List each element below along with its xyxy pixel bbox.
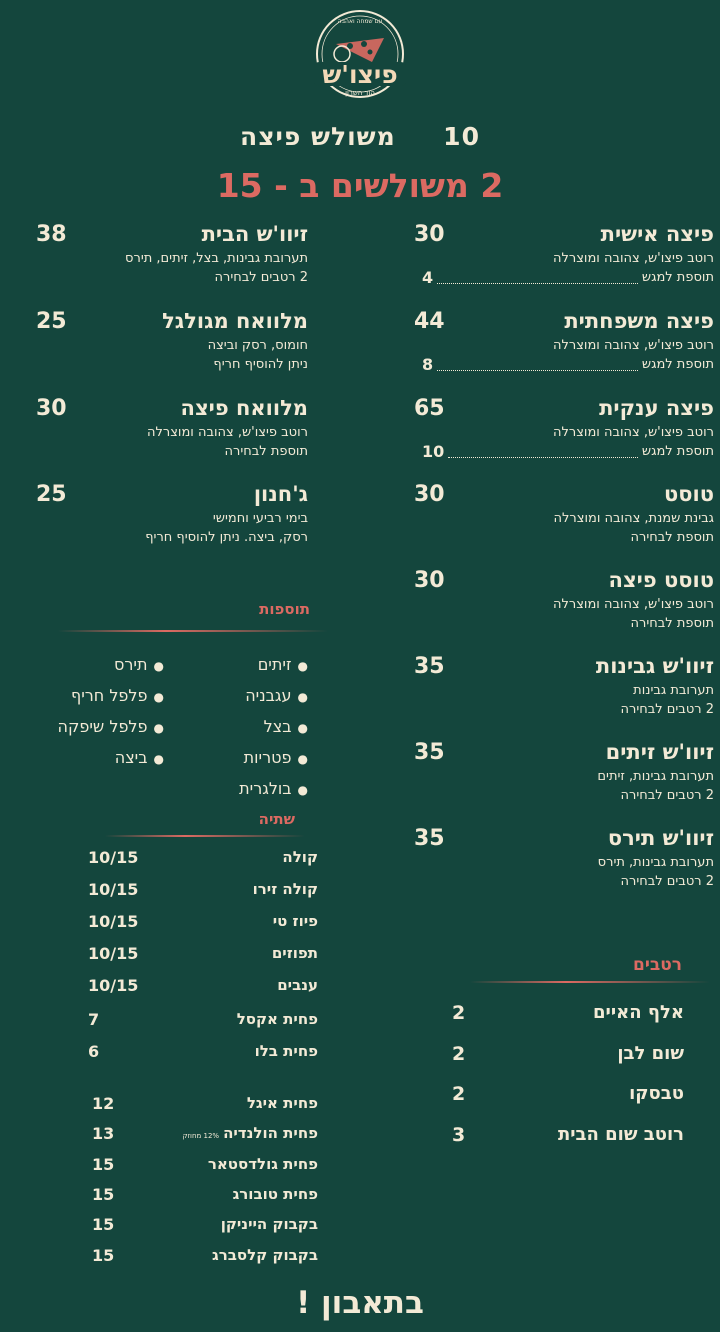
menu-item-price: 38	[36, 222, 67, 247]
topping-label: פלפל שיפקה	[57, 717, 148, 736]
menu-item-name: מלוואח מגולגל	[162, 309, 308, 333]
bullet-icon: ●	[297, 721, 308, 735]
menu-item-addon-label: תוספת למגש	[641, 270, 714, 285]
drink-item	[237, 1010, 318, 1028]
menu-item-description: רוטב פיצו'ש, צהובה ומוצרלה	[552, 597, 714, 612]
drink-price: 10/15	[88, 848, 139, 867]
menu-item-description-2: תוספת לבחירה	[630, 616, 714, 631]
menu-item-addon	[422, 355, 714, 374]
drink-name: קולה	[282, 848, 318, 866]
drink-item	[277, 976, 318, 994]
footer-bon-appetit: בתאבון !	[296, 1285, 424, 1321]
brand-logo	[302, 8, 418, 100]
topping-label: בצל	[263, 717, 292, 736]
topping-label: ביצה	[114, 748, 148, 767]
drink-name: פחית גולדסטאר	[207, 1155, 318, 1173]
sauce-name: טבסקו	[629, 1083, 684, 1104]
drink-name: פחית הולנדיה	[223, 1124, 318, 1142]
menu-item-description-2: 2 רטבים לבחירה	[620, 702, 714, 717]
menu-item-price: 30	[414, 222, 445, 247]
toppings-column-2	[58, 650, 164, 774]
menu-item-addon	[422, 268, 714, 287]
drink-name: תפוזים	[271, 944, 318, 962]
bullet-icon: ●	[153, 659, 164, 673]
bullet-icon: ●	[153, 752, 164, 766]
menu-item-price: 25	[36, 482, 67, 507]
topping-item	[239, 774, 308, 805]
drink-price: 10/15	[88, 976, 139, 995]
menu-item-name: ג'חנון	[253, 482, 308, 506]
drink-item	[282, 848, 318, 866]
drink-price: 15	[92, 1185, 115, 1204]
bullet-icon: ●	[297, 659, 308, 673]
bullet-icon: ●	[297, 690, 308, 704]
slice-offer	[0, 122, 720, 151]
drink-price: 15	[92, 1155, 115, 1174]
menu-item-description-2: ניתן להוסיף חריף	[213, 357, 308, 372]
sauce-price: 2	[452, 1083, 466, 1105]
topping-label: עגבניה	[245, 686, 292, 705]
bullet-icon: ●	[297, 752, 308, 766]
topping-label: זיתים	[257, 655, 292, 674]
drink-price: 12	[92, 1094, 115, 1113]
menu-item-description: תערובת גבינות, זיתים	[597, 769, 714, 784]
drink-price: 15	[92, 1215, 115, 1234]
menu-item-description: רוטב פיצו'ש, צהובה ומוצרלה	[552, 338, 714, 353]
topping-label: תירס	[114, 655, 148, 674]
drink-name: פחית טובורג	[232, 1185, 318, 1203]
drinks-title: שתיה	[258, 810, 295, 828]
menu-item-name: זיוו'ש גבינות	[595, 654, 714, 678]
sauce-name: שום לבן	[617, 1043, 684, 1064]
menu-item-description-2: 2 רטבים לבחירה	[620, 788, 714, 803]
topping-item	[58, 650, 164, 681]
drink-item	[183, 1124, 318, 1142]
menu-item-description-2: תוספת לבחירה	[630, 530, 714, 545]
logo-bottom-text: הוד השרון	[345, 89, 375, 97]
drink-name: בקבוק הייניקן	[220, 1215, 318, 1233]
menu-item-name: טוסט	[663, 482, 714, 506]
drink-item	[208, 1155, 318, 1173]
menu-item-name: זיוו'ש זיתים	[605, 740, 714, 764]
menu-item-description: תערובת גבינות	[633, 683, 714, 698]
bullet-icon: ●	[153, 721, 164, 735]
topping-item	[58, 712, 164, 743]
drink-price: 13	[92, 1124, 115, 1143]
topping-item	[239, 681, 308, 712]
drink-item	[212, 1246, 318, 1264]
menu-item-price: 44	[414, 309, 445, 334]
drinks-divider	[105, 835, 305, 837]
menu-item-addon-label: תוספת למגש	[641, 444, 714, 459]
menu-item-description: בימי רביעי וחמישי	[212, 511, 308, 526]
sauces-title: רטבים	[633, 955, 682, 975]
drink-item	[255, 1042, 318, 1060]
menu-item-description: חומוס, רסק וביצה	[207, 338, 308, 353]
menu-item-price: 35	[414, 826, 445, 851]
drink-name: בקבוק קלסברג	[212, 1246, 318, 1264]
drink-price: 10/15	[88, 880, 139, 899]
sauce-price: 3	[452, 1124, 466, 1146]
menu-item-price: 35	[414, 654, 445, 679]
sauce-price: 2	[452, 1002, 466, 1024]
menu-item-name: פיצה משפחתית	[564, 309, 714, 333]
menu-item-name: טוסט פיצה	[608, 568, 714, 592]
drink-item	[221, 1215, 318, 1233]
menu-item-description-2: תוספת לבחירה	[224, 444, 308, 459]
menu-item-addon-label: תוספת למגש	[641, 357, 714, 372]
deal-offer: 2 משולשים ב - 15	[216, 166, 504, 205]
menu-item-price: 65	[414, 396, 445, 421]
menu-item-description-2: 2 רטבים לבחירה	[620, 874, 714, 889]
menu-item-price: 30	[414, 568, 445, 593]
menu-item-description: רוטב פיצו'ש, צהובה ומוצרלה	[552, 425, 714, 440]
topping-item	[239, 743, 308, 774]
drink-note: 12% מחוזק	[182, 1132, 220, 1140]
bullet-icon: ●	[297, 783, 308, 797]
toppings-divider	[58, 630, 328, 632]
sauce-name: אלף האיים	[592, 1002, 684, 1023]
drink-name: פחית איגל	[246, 1094, 318, 1112]
drink-name: קולה זירו	[252, 880, 318, 898]
menu-item-price: 30	[36, 396, 67, 421]
menu-item-name: זיוו'ש הבית	[201, 222, 308, 246]
sauce-price: 2	[452, 1043, 466, 1065]
drink-price: 6	[88, 1042, 100, 1061]
drink-item	[247, 1094, 318, 1112]
topping-label: פטריות	[243, 748, 292, 767]
topping-label: בולגרית	[239, 779, 292, 798]
logo-top-text: עם שמחה ואהבה	[337, 18, 383, 25]
topping-label: פלפל חריף	[70, 686, 148, 705]
topping-item	[239, 712, 308, 743]
drink-price: 10/15	[88, 912, 139, 931]
drink-price: 10/15	[88, 944, 139, 963]
menu-item-addon-price: 8	[422, 355, 434, 374]
bullet-icon: ●	[153, 690, 164, 704]
menu-item-addon-price: 4	[422, 268, 434, 287]
menu-item-description-2: 2 רטבים לבחירה	[214, 270, 308, 285]
topping-item	[239, 650, 308, 681]
sauce-name: רוטב שום הבית	[557, 1124, 684, 1145]
menu-item-description: רוטב פיצו'ש, צהובה ומוצרלה	[552, 251, 714, 266]
menu-item-addon-price: 10	[422, 442, 445, 461]
logo-brand-name: פיצו'ש	[322, 60, 398, 89]
drink-name: פחית אקסל	[236, 1010, 318, 1028]
drink-item	[253, 880, 318, 898]
drink-item	[233, 1185, 318, 1203]
slice-offer-text: משולש פיצה	[240, 122, 396, 151]
toppings-column-1	[239, 650, 308, 805]
drink-name: פחית בלו	[254, 1042, 318, 1060]
menu-item-addon	[422, 442, 714, 461]
toppings-title: תוספות	[259, 600, 310, 618]
drink-item	[273, 912, 318, 930]
menu-item-name: פיצה אישית	[600, 222, 714, 246]
menu-item-name: זיוו'ש תירס	[607, 826, 714, 850]
leader-dots	[437, 358, 638, 371]
menu-item-description: תערובת גבינות, בצל, זיתים, תירס	[125, 251, 308, 266]
drink-name: ענבים	[277, 976, 318, 994]
menu-item-price: 35	[414, 740, 445, 765]
drink-item	[272, 944, 318, 962]
slice-offer-price: 10	[443, 122, 480, 151]
menu-item-description: תערובת גבינות, תירס	[597, 855, 714, 870]
leader-dots	[448, 445, 638, 458]
menu-item-description-2: רסק, ביצה. ניתן להוסיף חריף	[145, 530, 308, 545]
menu-item-price: 25	[36, 309, 67, 334]
menu-item-name: פיצה ענקית	[599, 396, 714, 420]
topping-item	[58, 743, 164, 774]
drink-name: פיוז טי	[272, 912, 318, 930]
menu-item-price: 30	[414, 482, 445, 507]
menu-item-description: רוטב פיצו'ש, צהובה ומוצרלה	[146, 425, 308, 440]
drink-price: 7	[88, 1010, 100, 1029]
menu-item-name: מלוואח פיצה	[180, 396, 308, 420]
sauces-divider	[470, 981, 710, 983]
leader-dots	[437, 271, 638, 284]
menu-item-description: גבינת שמנת, צהובה ומוצרלה	[553, 511, 714, 526]
drink-price: 15	[92, 1246, 115, 1265]
topping-item	[58, 681, 164, 712]
